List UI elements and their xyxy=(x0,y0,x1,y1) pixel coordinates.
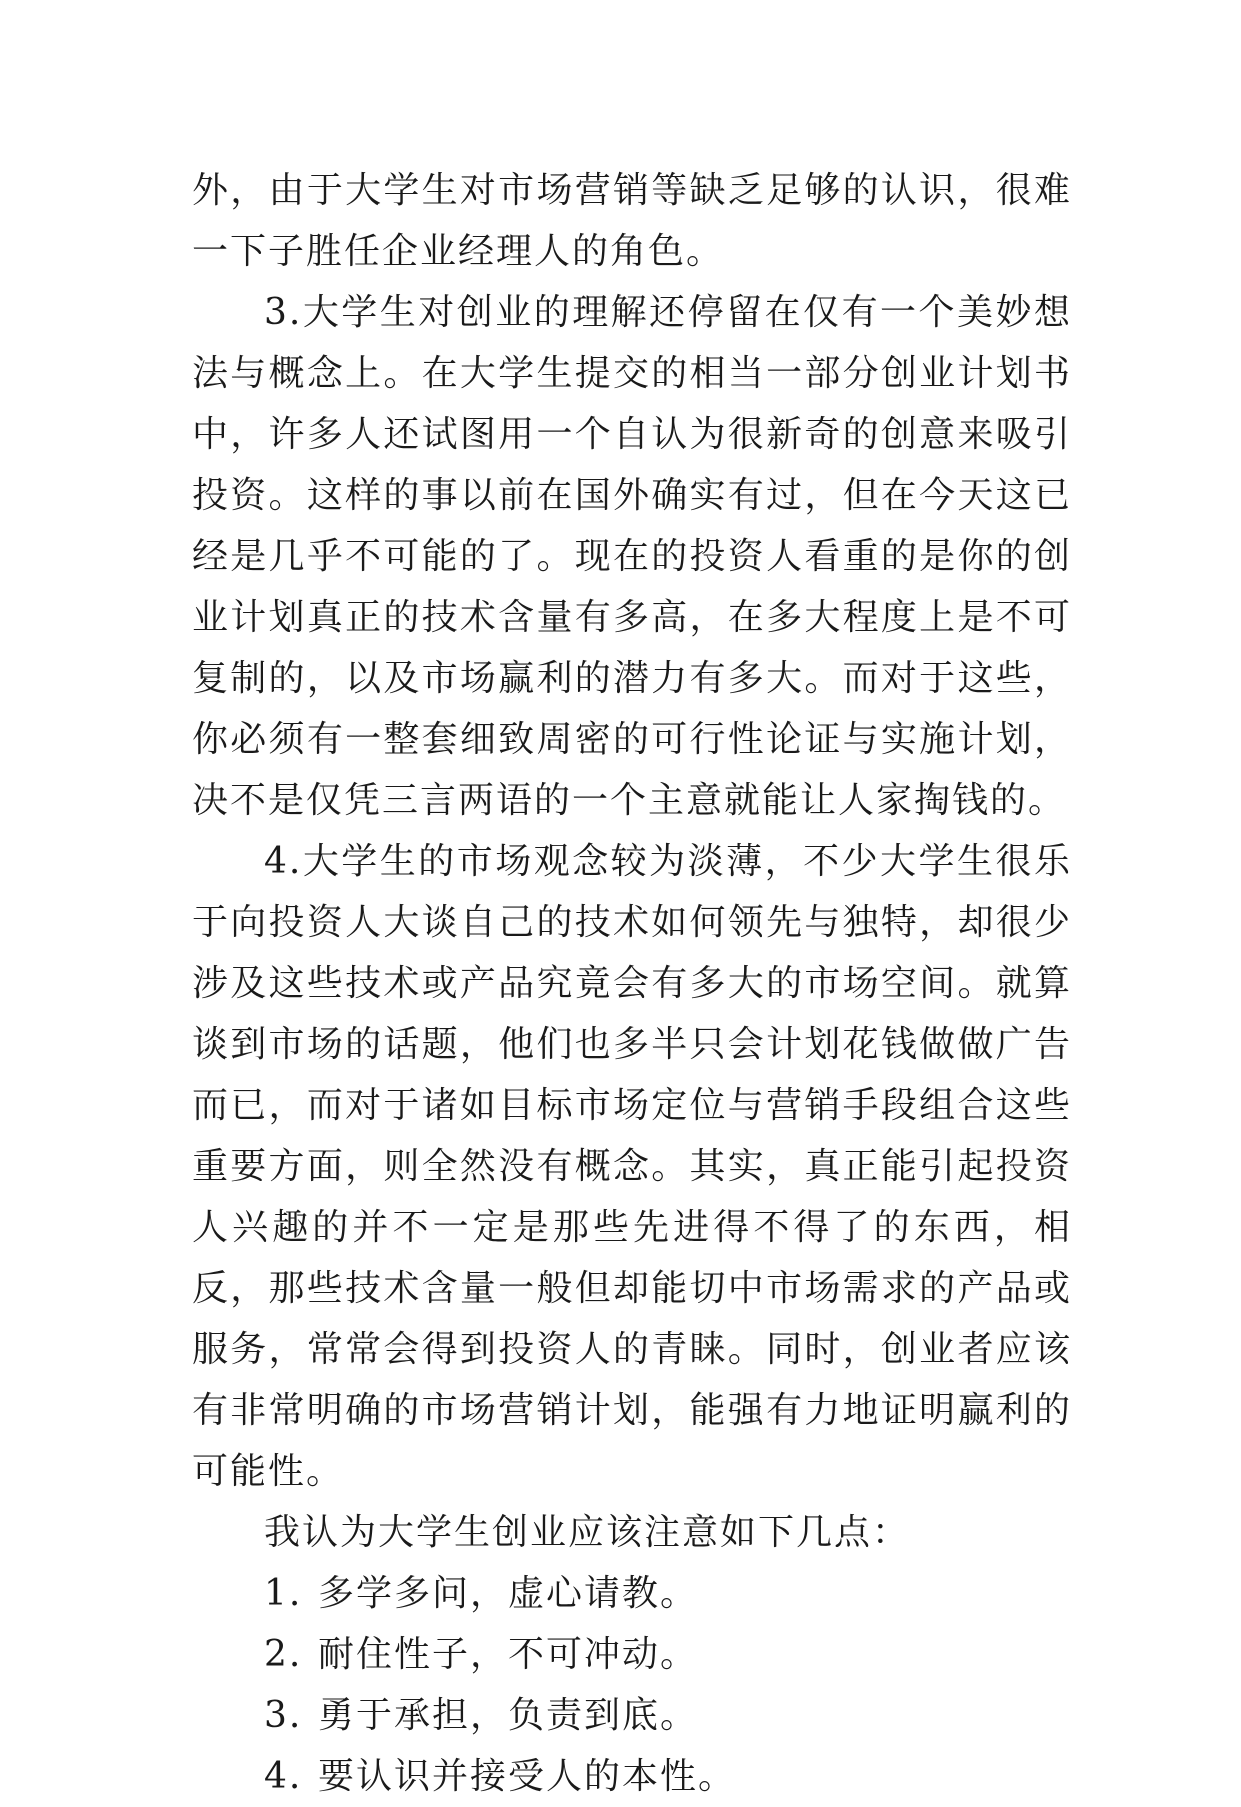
paragraph-point-3: 3.大学生对创业的理解还停留在仅有一个美妙想法与概念上。在大学生提交的相当一部分创业计划书中，许多人还试图用一个自认为很新奇的创意来吸引投资。这样的事以前在国外确实有过，但在今天这已经是几乎不可能的了。现在的投资人看重的是你的创业计划真正的技术含量有多高，在多大程度上是不可复制的，以及市场赢利的潜力有多大。而对于这些，你必须有一整套细致周密的可行性论证与实施计划，决不是仅凭三言两语的一个主意就能让人家掏钱的。 xyxy=(192,292,1072,821)
paragraph-point-4: 4.大学生的市场观念较为淡薄，不少大学生很乐于向投资人大谈自己的技术如何领先与独特，却很少涉及这些技术或产品究竟会有多大的市场空间。就算谈到市场的话题，他们也多半只会计划花钱做做广告而已，而对于诸如目标市场定位与营销手段组合这些重要方面，则全然没有概念。其实，真正能引起投资人兴趣的并不一定是那些先进得不得了的东西，相反，那些技术含量一般但却能切中市场需求的产品或服务，常常会得到投资人的青睐。同时，创业者应该有非常明确的市场营销计划，能强有力地证明赢利的可能性。 xyxy=(192,841,1072,1492)
paragraph-advice-intro: 我认为大学生创业应该注意如下几点： xyxy=(264,1512,911,1553)
list-item-number: 1. xyxy=(264,1573,303,1614)
list-item-text: 勇于承担，负责到底。 xyxy=(318,1695,699,1736)
list-item-text: 要认识并接受人的本性。 xyxy=(318,1756,737,1797)
list-item-number: 2. xyxy=(264,1634,303,1675)
document-body xyxy=(192,160,1072,1807)
list-item-number: 4. xyxy=(264,1756,303,1797)
list-item xyxy=(192,1624,1072,1685)
list-item-text: 耐住性子，不可冲动。 xyxy=(318,1634,699,1675)
list-item xyxy=(192,1563,1072,1624)
list-item-number: 3. xyxy=(264,1695,303,1736)
list-item xyxy=(192,1685,1072,1746)
list-item xyxy=(192,1746,1072,1807)
paragraph-continuation: 外，由于大学生对市场营销等缺乏足够的认识，很难一下子胜任企业经理人的角色。 xyxy=(192,170,1072,272)
list-item-text: 多学多问，虚心请教。 xyxy=(318,1573,699,1614)
